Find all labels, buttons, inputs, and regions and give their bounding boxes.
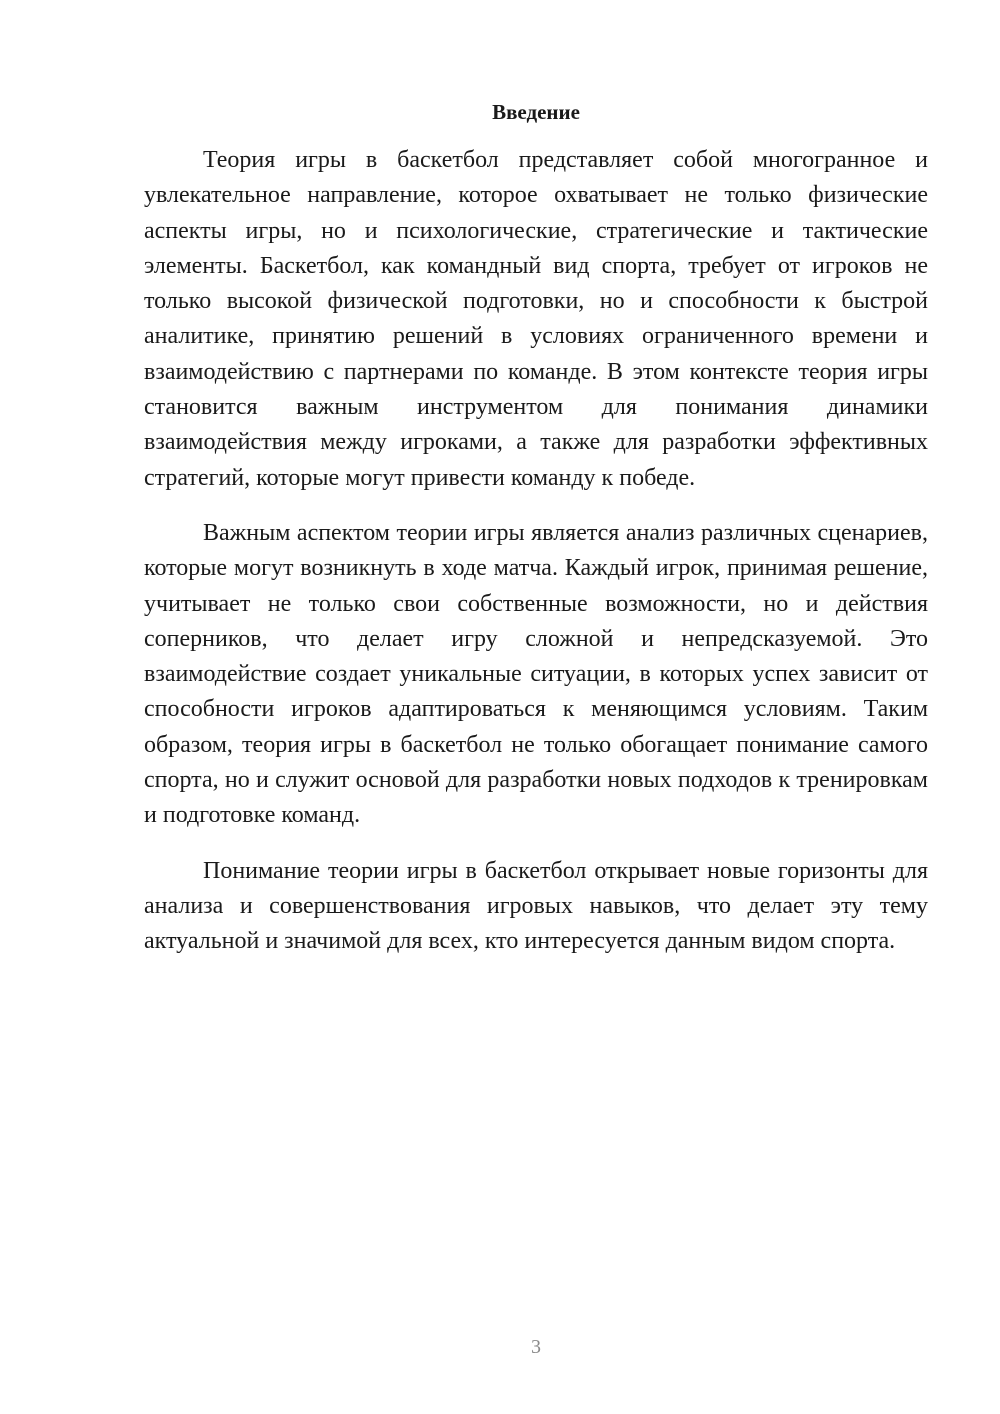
paragraph-2: Важным аспектом теории игры является анализ различных сценариев, которые могут возникнуть в ходе матча. Каждый игрок, принимая решение, учитывает не только свои собственные возможности, но и действия соперников, что делает игру сложной и непредсказуемой. Это взаимодействие создает уникальные ситуации, в которых успех зависит от способности игроков адаптироваться к меняющимся условиям. Таким образом, теория игры в баскетбол не только обогащает понимание самого спорта, но и служит основой для разработки новых подходов к тренировкам и подготовке команд.: [144, 519, 928, 829]
page-number: 3: [531, 1336, 541, 1358]
paragraph-3: Понимание теории игры в баскетбол открывает новые горизонты для анализа и совершенствования игровых навыков, что делает эту тему актуальной и значимой для всех, кто интересуется данным видом спорта.: [144, 857, 928, 955]
section-heading: Введение: [492, 100, 580, 124]
body-text: [144, 143, 928, 980]
paragraph-1: Теория игры в баскетбол представляет собой многогранное и увлекательное направление, которое охватывает не только физические аспекты игры, но и психологические, стратегические и тактические элементы. Баскетбол, как командный вид спорта, требует от игроков не только высокой физической подготовки, но и способности к быстрой аналитике, принятию решений в условиях ограниченного времени и взаимодействию с партнерами по команде. В этом контексте теория игры становится важным инструментом для понимания динамики взаимодействия между игроками, а также для разработки эффективных стратегий, которые могут привести команду к победе.: [144, 147, 928, 491]
